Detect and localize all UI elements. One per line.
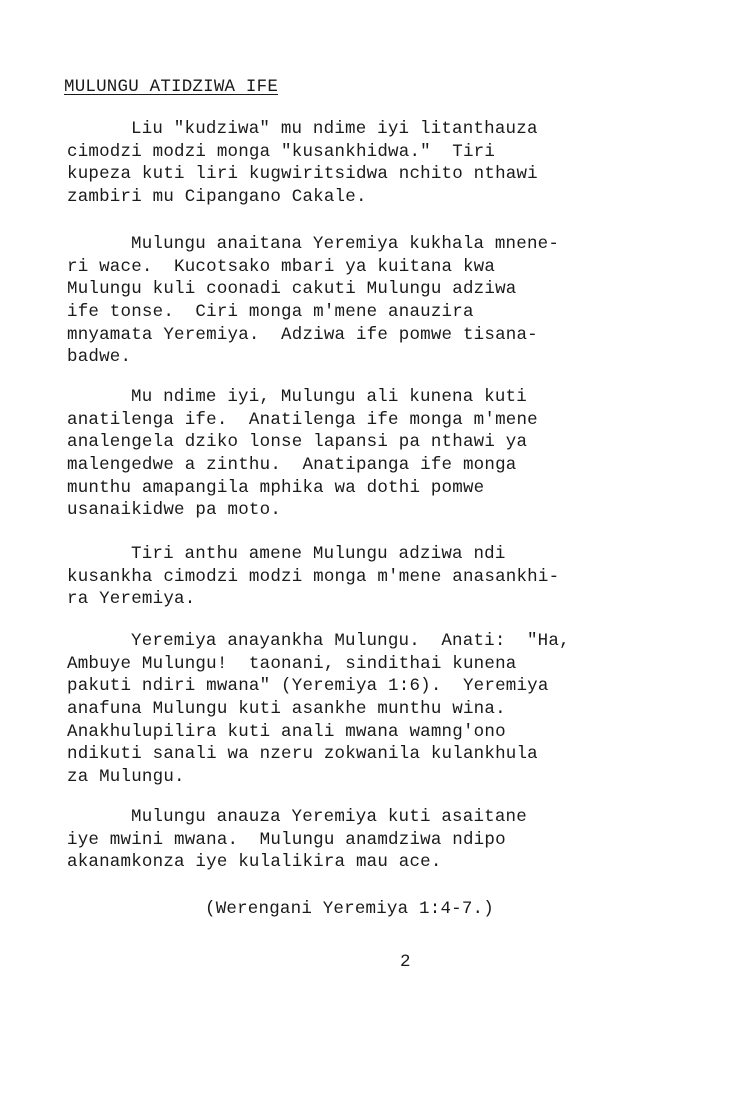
paragraph-line: pakuti ndiri mwana" (Yeremiya 1:6). Yeremiya (67, 676, 549, 697)
paragraph-5 (67, 630, 707, 789)
paragraph-line: Liu "kudziwa" mu ndime iyi litanthauza (131, 119, 538, 139)
paragraph-line: Anakhulupilira kuti anali mwana wamng'ono (67, 721, 506, 742)
paragraph-line: ra Yeremiya. (67, 589, 196, 610)
paragraph-line: badwe. (67, 347, 132, 368)
paragraph-line: malengedwe a zinthu. Anatipanga ife monga (67, 455, 517, 476)
paragraph-line: ife tonse. Ciri monga m'mene anauzira (67, 302, 474, 323)
paragraph-line: Mulungu kuli coonadi cakuti Mulungu adziwa (67, 279, 517, 300)
paragraph-line: ri wace. Kucotsako mbari ya kuitana kwa (67, 256, 496, 277)
paragraph-line: analengela dziko lonse lapansi pa nthawi ya (67, 432, 528, 453)
paragraph-line: akanamkonza iye kulalikira mau ace. (67, 852, 442, 873)
paragraph-line: Mulungu anaitana Yeremiya kukhala mnene- (131, 234, 560, 254)
paragraph-line: anatilenga ife. Anatilenga ife monga m'mene (67, 409, 538, 430)
paragraph-line: anafuna Mulungu kuti asankhe munthu wina. (67, 699, 506, 720)
scripture-reference: (Werengani Yeremiya 1:4-7.) (205, 899, 494, 919)
paragraph-1 (67, 118, 707, 209)
paragraph-line: za Mulungu. (67, 767, 185, 788)
paragraph-6 (67, 806, 707, 874)
page-title: MULUNGU ATIDZIWA IFE (64, 77, 279, 97)
paragraph-line: cimodzi modzi monga "kusankhidwa." Tiri (67, 141, 496, 162)
page-number: 2 (400, 952, 411, 972)
paragraph-line: kupeza kuti liri kugwiritsidwa nchito nthawi (67, 164, 538, 185)
paragraph-line: Ambuye Mulungu! taonani, sindithai kunena (67, 653, 517, 674)
paragraph-3 (67, 386, 707, 522)
paragraph-2 (67, 233, 707, 369)
paragraph-4 (67, 543, 707, 611)
paragraph-line: zambiri mu Cipangano Cakale. (67, 187, 367, 208)
paragraph-line: Tiri anthu amene Mulungu adziwa ndi (131, 544, 506, 564)
paragraph-line: Yeremiya anayankha Mulungu. Anati: "Ha, (131, 631, 570, 651)
paragraph-line: iye mwini mwana. Mulungu anamdziwa ndipo (67, 829, 506, 850)
paragraph-line: Mu ndime iyi, Mulungu ali kunena kuti (131, 387, 527, 407)
paragraph-line: usanaikidwe pa moto. (67, 500, 282, 521)
paragraph-line: ndikuti sanali wa nzeru zokwanila kulankhula (67, 744, 538, 765)
paragraph-line: munthu amapangila mphika wa dothi pomwe (67, 477, 485, 498)
paragraph-line: Mulungu anauza Yeremiya kuti asaitane (131, 807, 527, 827)
paragraph-line: mnyamata Yeremiya. Adziwa ife pomwe tisana- (67, 324, 538, 345)
paragraph-line: kusankha cimodzi modzi monga m'mene anasankhi- (67, 566, 560, 587)
